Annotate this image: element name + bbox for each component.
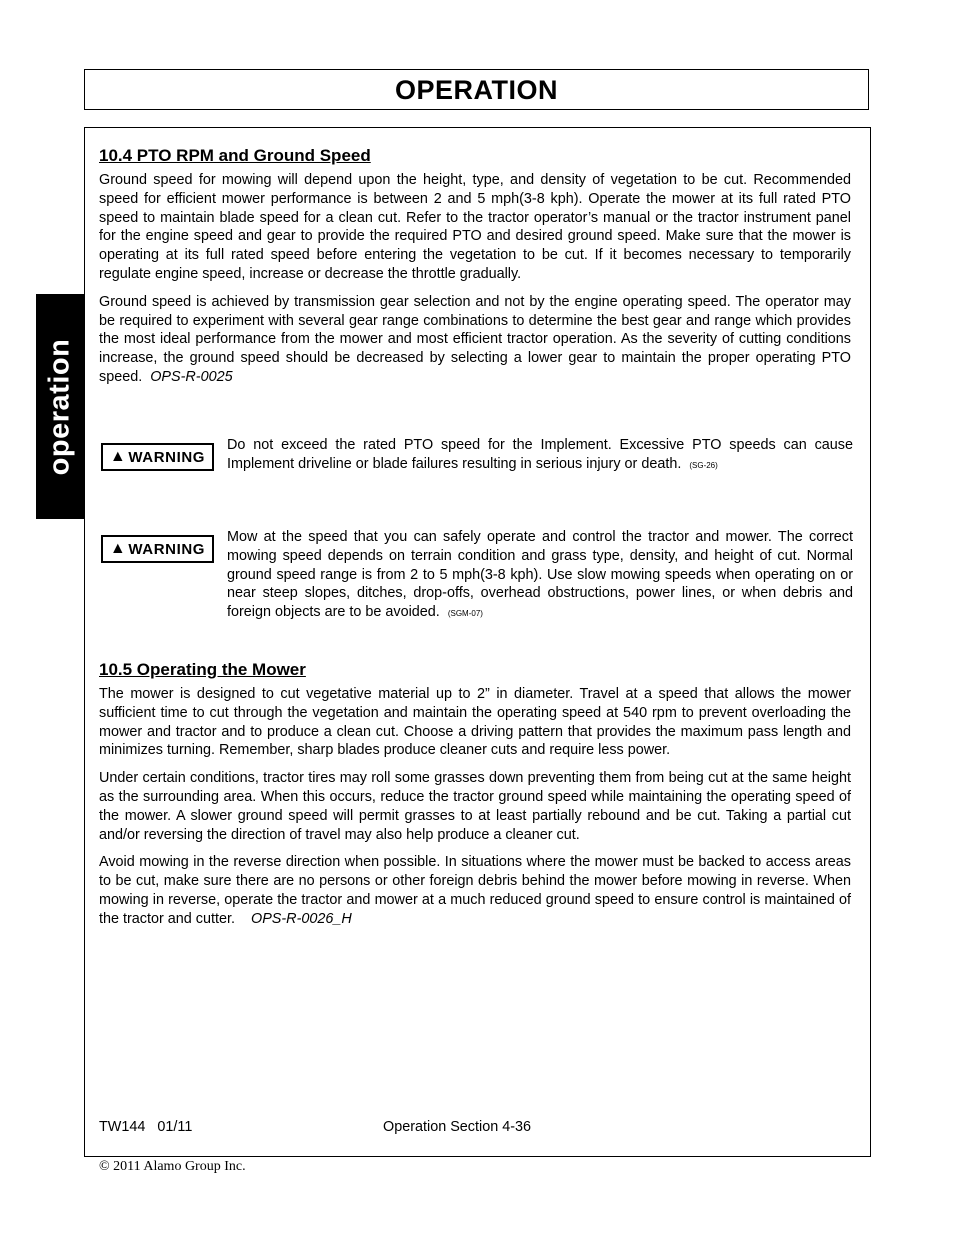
paragraph-text: Avoid mowing in the reverse direction when possible. In situations where the mower must be backed to access areas to be cut, make sure there are no persons or other foreign debris behind the mower before mowing in reverse. When mowing in reverse, operate the tractor and mower at a much reduced ground speed to ensure control is maintained of the tractor and cutter. <box>99 854 851 927</box>
paragraph-text: Ground speed is achieved by transmission gear selection and not by the engine operating speed. The operator may be required to experiment with several gear range combinations to determine the best gear and range which provides the most ideal performance from the mower and most efficient tractor operation. As the severity of cutting conditions increase, the ground speed should be decreased by selecting a lower gear to maintain the proper operating PTO speed. <box>99 293 851 385</box>
section-heading-10-5: 10.5 Operating the Mower <box>99 660 306 679</box>
paragraph <box>99 171 851 284</box>
warning-badge-label: WARNING <box>128 540 206 558</box>
warning-triangle-icon: ▲ <box>109 448 127 465</box>
paragraph-text: Ground speed for mowing will depend upon the height, type, and density of vegetation to be cut. Recommended speed for efficient mower performance is between 2 and 5 mph(3-8 kph). Operate the mower at its full rated PTO speed to maintain blade speed for a clean cut. Refer to the tractor operator’s manual or the tractor instrument panel for the engine speed and gear to provide the required PTO and desired ground speed. Make sure that the mower is operating at its full rated speed before entering the vegetation to be cut. If it becomes necessary to temporarily regulate engine speed, increase or decrease the throttle gradually. <box>99 172 851 282</box>
paragraph-text: The mower is designed to cut vegetative material up to 2” in diameter. Travel at a speed that allows the mower sufficient time to cut through the vegetation and maintain the operating speed at 540 rpm to prevent overloading the mower and tractor and to produce a clean cut. Choose a driving pattern that provides the maximum pass length and minimizes turning. Remember, sharp blades produce cleaner cuts and require less power. <box>99 686 851 759</box>
warning-code: (SG-26) <box>689 460 718 470</box>
paragraph-text: Under certain conditions, tractor tires may roll some grasses down preventing them from being cut at the same height as the surrounding area. When this occurs, reduce the tractor ground speed while maintaining the operating speed of the mower. A slower ground speed will permit grasses to at least partially rebound and be cut. Taking a partial cut and/or reversing the direction of travel may also help produce a cleaner cut. <box>99 770 851 843</box>
warning-badge <box>101 535 214 563</box>
side-tab-label: operation <box>43 338 76 475</box>
copyright: © 2011 Alamo Group Inc. <box>99 1159 246 1174</box>
warning-text <box>227 528 853 624</box>
section-10-4 <box>99 145 851 387</box>
paragraph <box>99 293 851 387</box>
paragraph <box>99 769 851 844</box>
page-header-title: OPERATION <box>394 75 558 105</box>
warning-badge <box>101 443 214 471</box>
section-heading-10-4: 10.4 PTO RPM and Ground Speed <box>99 146 371 165</box>
side-tab <box>36 294 84 519</box>
header-box <box>84 69 869 110</box>
section-10-5 <box>99 659 851 929</box>
warning-code: (SGM-07) <box>447 609 483 619</box>
reference-code: OPS-R-0026_H <box>251 910 352 927</box>
footer-section: Operation Section 4-36 <box>383 1119 531 1135</box>
warning-text-body: Mow at the speed that you can safely operate and control the tractor and mower. The correct mowing speed depends on terrain condition and grass type, density, and height of cut. Normal ground speed range is from 2 to 5 mph(3-8 kph). Use slow mowing speeds when operating on or near steep slopes, ditches, drop-offs, overhead obstructions, power lines, or when debris and foreign objects are to be avoided. <box>227 529 853 621</box>
footer-model: TW144 01/11 <box>99 1119 193 1135</box>
paragraph <box>99 853 851 928</box>
paragraph <box>99 685 851 760</box>
warning-text-body: Do not exceed the rated PTO speed for the Implement. Excessive PTO speeds can cause Implement driveline or blade failures resulting in serious injury or death. <box>227 437 853 472</box>
warning-badge-label: WARNING <box>128 448 206 466</box>
reference-code: OPS-R-0025 <box>150 368 233 385</box>
warning-triangle-icon: ▲ <box>109 540 127 557</box>
warning-text <box>227 436 853 476</box>
